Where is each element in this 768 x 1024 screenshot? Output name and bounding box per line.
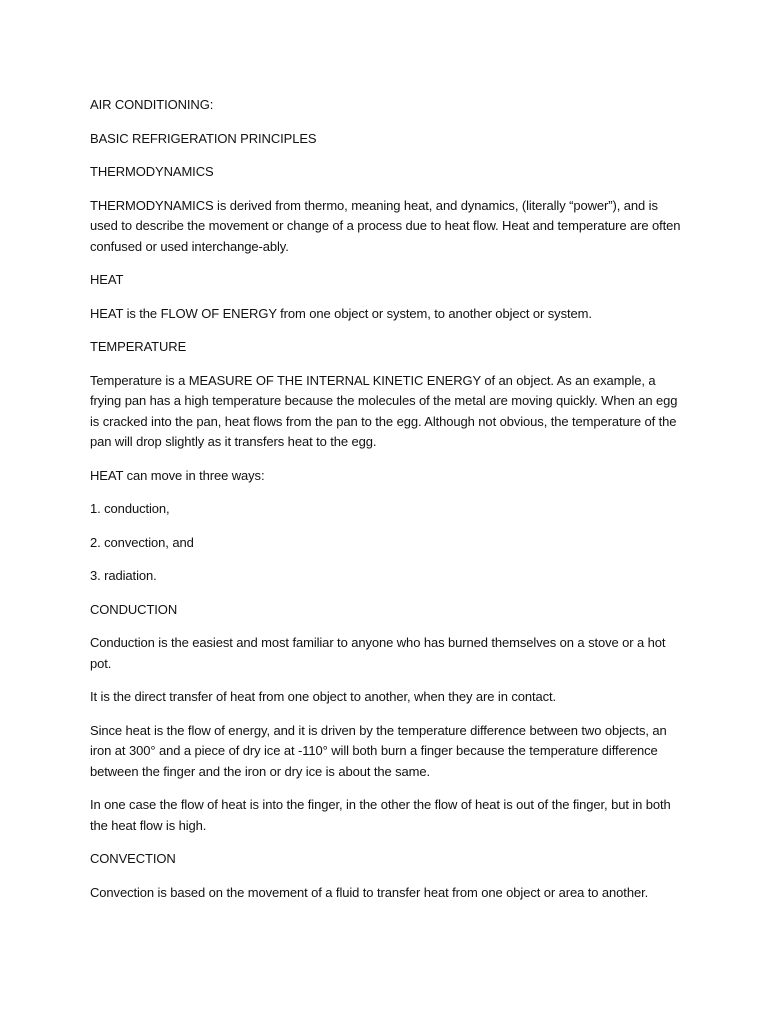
paragraph-conduction-4: In one case the flow of heat is into the finger, in the other the flow of heat is out of the finger, but in both the heat flow is high. — [90, 797, 671, 833]
paragraph-convection: Convection is based on the movement of a fluid to transfer heat from one object or area to another. — [90, 884, 649, 900]
paragraph-heat-ways: HEAT can move in three ways: — [90, 467, 265, 483]
list-item-convection: 2. convection, and — [90, 534, 194, 550]
list-item-radiation: 3. radiation. — [90, 568, 157, 583]
heading-thermodynamics: THERMODYNAMICS — [90, 164, 214, 179]
heading-convection: CONVECTION — [90, 851, 176, 866]
list-item-conduction: 1. conduction, — [90, 501, 170, 516]
heading-heat: HEAT — [90, 272, 124, 287]
heading-temperature: TEMPERATURE — [90, 339, 187, 354]
paragraph-temperature: Temperature is a MEASURE OF THE INTERNAL KINETIC ENERGY of an object. As an example, a frying pan has a high temperature because the molecules of the metal are moving quickly. When an egg is cracked into the pan, heat flows from the pan to the egg. Although not obvious, the temperature of the pan will drop slightly as it transfers heat to the egg. — [90, 372, 678, 449]
doc-title: AIR CONDITIONING: — [90, 97, 214, 112]
paragraph-heat: HEAT is the FLOW OF ENERGY from one object or system, to another object or system. — [90, 305, 592, 321]
heading-conduction: CONDUCTION — [90, 601, 178, 617]
paragraph-conduction-3: Since heat is the flow of energy, and it is driven by the temperature difference between two objects, an iron at 300° and a piece of dry ice at -110° will both burn a finger because the temperature difference between the finger and the iron or dry ice is about the same. — [90, 722, 667, 779]
paragraph-conduction-2: It is the direct transfer of heat from one object to another, when they are in contact. — [90, 689, 557, 704]
paragraph-conduction-1: Conduction is the easiest and most familiar to anyone who has burned themselves on a stove or a hot pot. — [90, 635, 666, 671]
doc-subtitle: BASIC REFRIGERATION PRINCIPLES — [90, 130, 317, 146]
paragraph-thermodynamics: THERMODYNAMICS is derived from thermo, meaning heat, and dynamics, (literally “power”), and is used to describe the movement or change of a process due to heat flow. Heat and temperature are often confused or used interchange-ably. — [90, 197, 681, 254]
